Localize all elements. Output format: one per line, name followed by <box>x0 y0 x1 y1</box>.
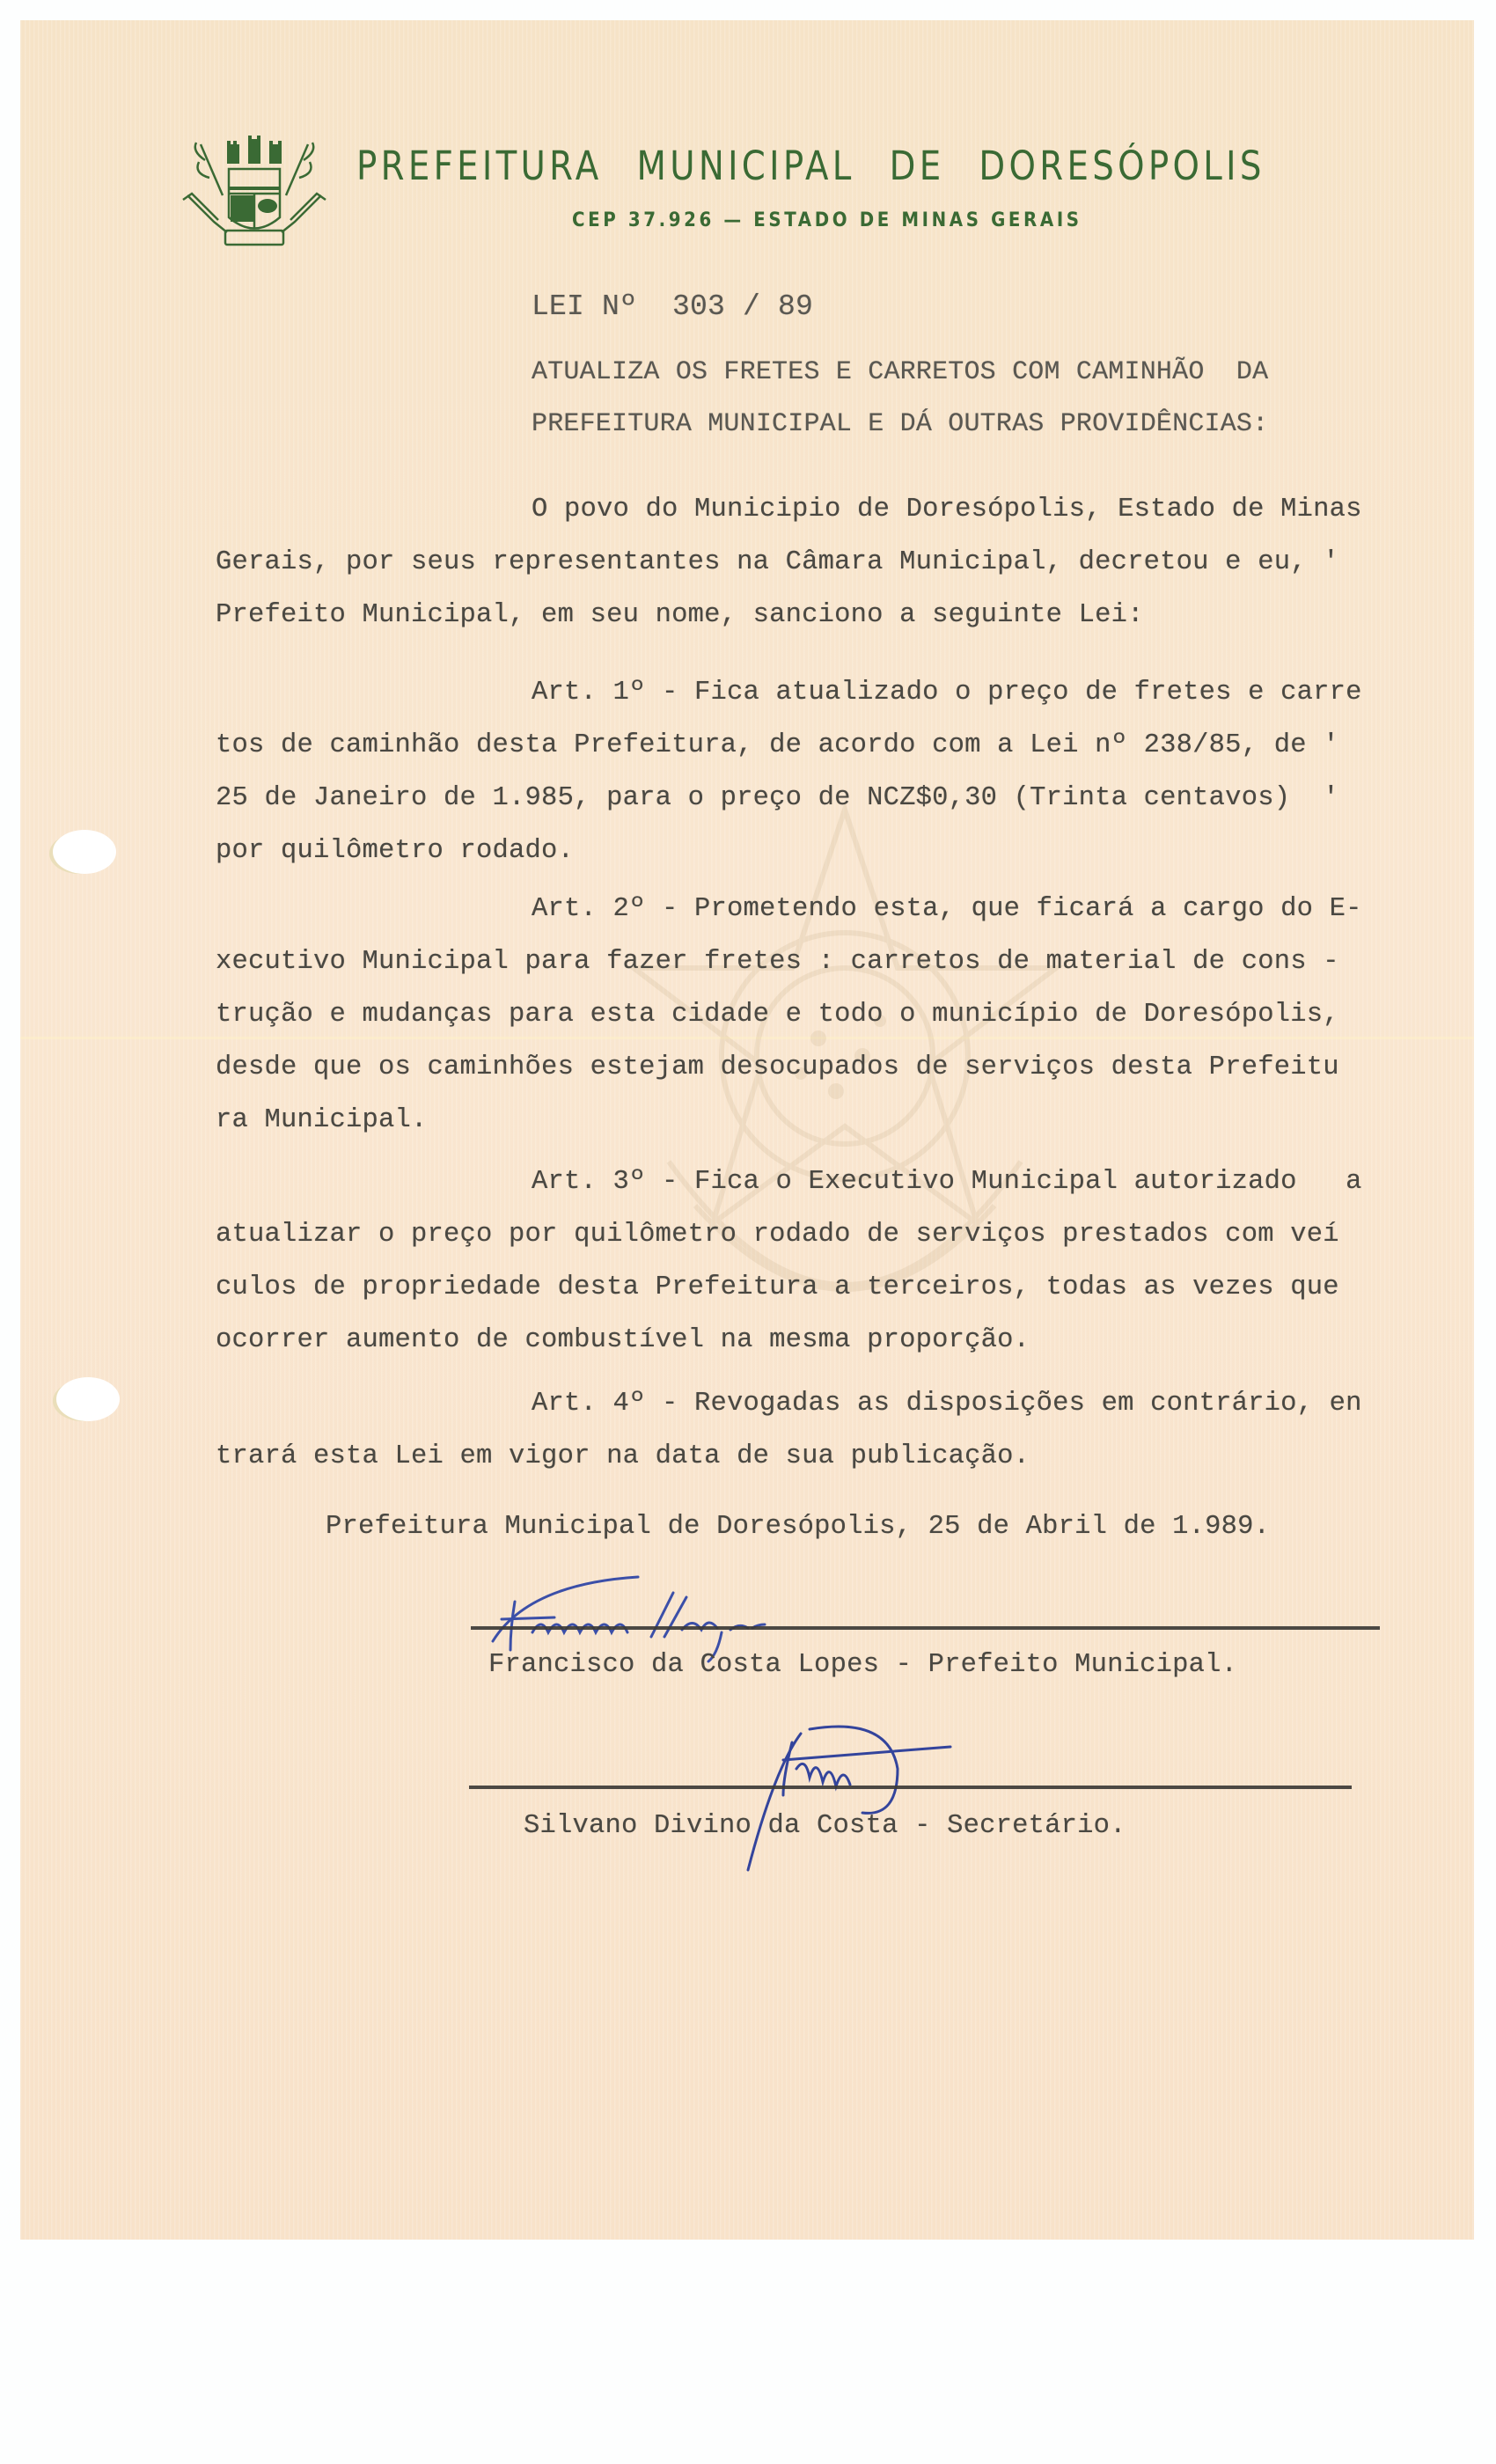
article-3-line-1: Art. 3º - Fica o Executivo Municipal autorizado a <box>532 1167 1362 1197</box>
mayor-signature-icon <box>475 1566 1074 1663</box>
secretary-signature-line <box>469 1786 1352 1789</box>
article-4-line-1: Art. 4º - Revogadas as disposições em contrário, en <box>532 1389 1362 1419</box>
punch-hole-top <box>53 830 116 874</box>
secretary-name: Silvano Divino da Costa - Secretário. <box>524 1811 1126 1841</box>
article-2-line-2: xecutivo Municipal para fazer fretes : carretos de material de cons - <box>216 947 1339 977</box>
article-2-line-1: Art. 2º - Prometendo esta, que ficará a cargo do E- <box>532 894 1362 924</box>
law-summary-line-1: ATUALIZA OS FRETES E CARRETOS COM CAMINHÃO DA <box>532 357 1269 387</box>
article-1-line-4: por quilômetro rodado. <box>216 836 575 866</box>
law-number: LEI Nº 303 / 89 <box>532 290 814 323</box>
article-3-line-4: ocorrer aumento de combustível na mesma proporção. <box>216 1325 1030 1355</box>
preamble-line-2: Gerais, por seus representantes na Câmara Municipal, decretou e eu, ' <box>216 547 1339 577</box>
letterhead-title: PREFEITURA MUNICIPAL DE DORESÓPOLIS <box>356 143 1265 189</box>
mayor-signature-line <box>471 1626 1380 1630</box>
article-1-line-2: tos de caminhão desta Prefeitura, de acordo com a Lei nº 238/85, de ' <box>216 730 1339 760</box>
mayor-name: Francisco da Costa Lopes - Prefeito Municipal. <box>488 1650 1238 1680</box>
article-3-line-3: culos de propriedade desta Prefeitura a terceiros, todas as vezes que <box>216 1272 1339 1302</box>
letterhead-subtitle: CEP 37.926 — ESTADO DE MINAS GERAIS <box>572 209 1082 231</box>
article-1-line-1: Art. 1º - Fica atualizado o preço de fretes e carre <box>532 678 1362 708</box>
article-2-line-3: trução e mudanças para esta cidade e todo o município de Doresópolis, <box>216 1000 1339 1030</box>
article-3-line-2: atualizar o preço por quilômetro rodado de serviços prestados com veí <box>216 1220 1339 1250</box>
preamble-line-1: O povo do Municipio de Doresópolis, Estado de Minas <box>532 495 1362 524</box>
punch-hole-bottom <box>56 1377 120 1421</box>
secretary-signature-icon <box>686 1716 986 1874</box>
preamble-line-3: Prefeito Municipal, em seu nome, sanciono a seguinte Lei: <box>216 600 1144 630</box>
municipal-crest-icon <box>174 134 334 259</box>
article-2-line-4: desde que os caminhões estejam desocupados de serviços desta Prefeitu <box>216 1052 1339 1082</box>
article-2-line-5: ra Municipal. <box>216 1105 428 1135</box>
law-summary-line-2: PREFEITURA MUNICIPAL E DÁ OUTRAS PROVIDÊNCIAS: <box>532 409 1269 439</box>
article-1-line-3: 25 de Janeiro de 1.985, para o preço de NCZ$0,30 (Trinta centavos) ' <box>216 783 1339 813</box>
closing-place-date: Prefeitura Municipal de Doresópolis, 25 de Abril de 1.989. <box>326 1512 1271 1542</box>
article-4-line-2: trará esta Lei em vigor na data de sua publicação. <box>216 1441 1030 1471</box>
